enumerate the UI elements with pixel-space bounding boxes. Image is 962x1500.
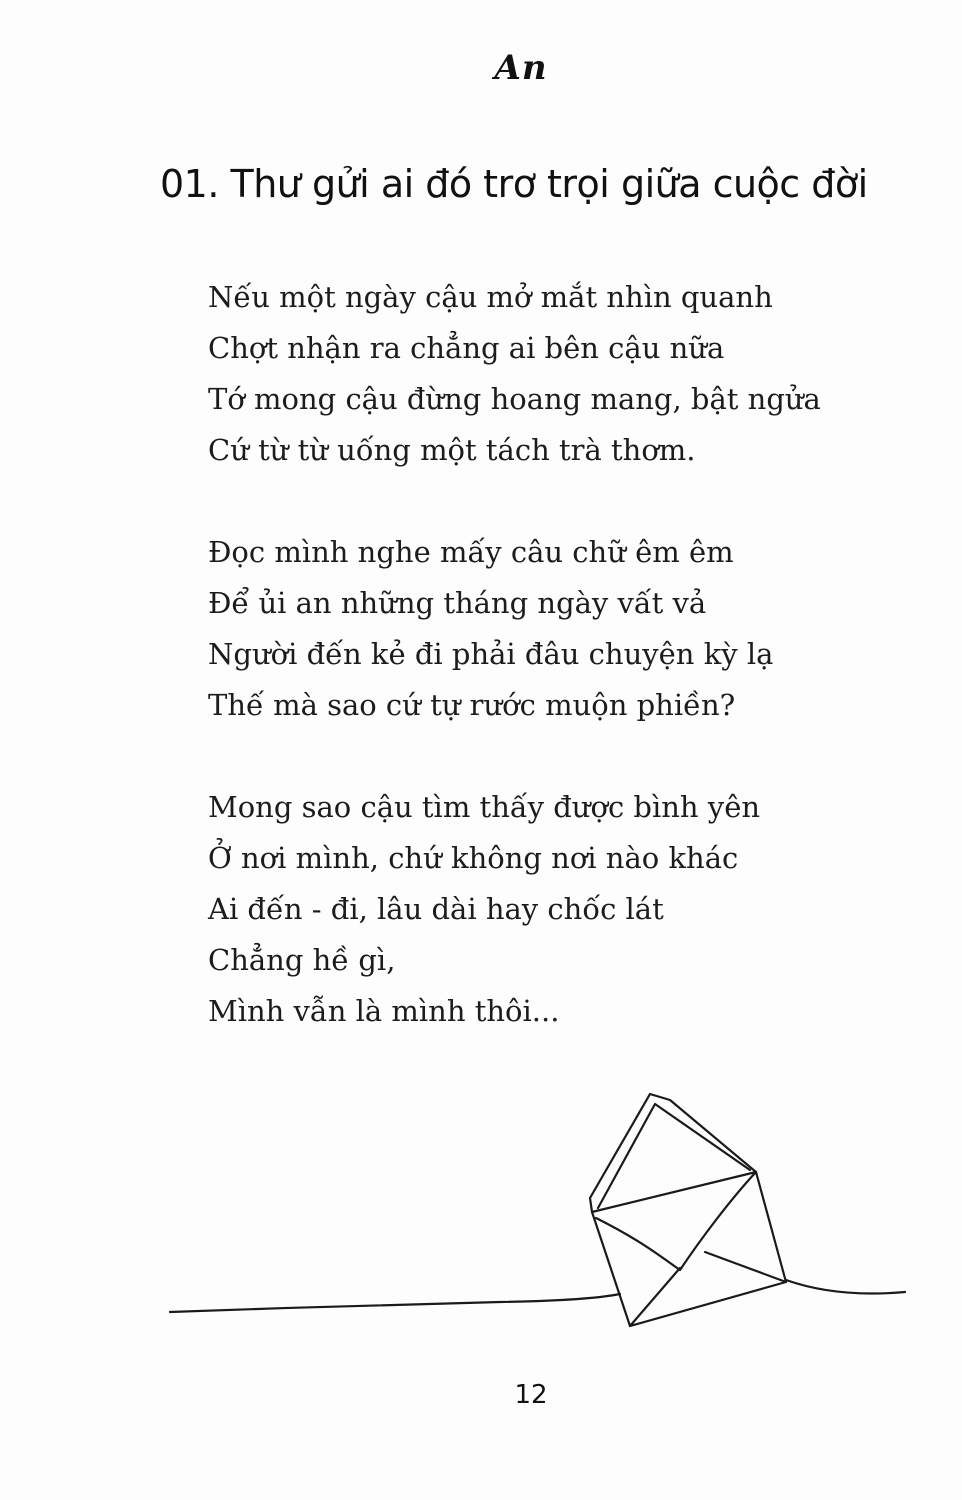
chapter-title: 01. Thư gửi ai đó trơ trọi giữa cuộc đời [160, 162, 868, 206]
envelope-body [592, 1172, 786, 1326]
poem-line: Chợt nhận ra chẳng ai bên cậu nữa [208, 331, 725, 365]
poem-line: Cứ từ từ uống một tách trà thơm. [208, 433, 696, 467]
envelope-fold [596, 1172, 756, 1270]
poem-line: Người đến kẻ đi phải đâu chuyện kỳ lạ [208, 637, 774, 671]
thread-line-right [786, 1280, 905, 1294]
envelope-fold-right [705, 1252, 786, 1282]
poem-line: Thế mà sao cứ tự rước muộn phiền? [208, 688, 736, 722]
poem-line: Chẳng hề gì, [208, 943, 396, 977]
poem-line: Mong sao cậu tìm thấy được bình yên [208, 790, 761, 824]
poem-line: Ở nơi mình, chứ không nơi nào khác [208, 841, 739, 875]
stanza-2 [208, 527, 908, 731]
poem-line: Nếu một ngày cậu mở mắt nhìn quanh [208, 280, 773, 314]
stanza-1 [208, 272, 908, 476]
poem [208, 272, 908, 1088]
poem-line: Tớ mong cậu đừng hoang mang, bật ngửa [208, 382, 821, 416]
running-header: An [494, 48, 548, 88]
envelope-icon [160, 1080, 920, 1340]
thread-line-path [170, 1294, 620, 1312]
stanza-3 [208, 782, 908, 1037]
poem-line: Để ủi an những tháng ngày vất vả [208, 586, 707, 620]
poem-line: Ai đến - đi, lâu dài hay chốc lát [208, 892, 664, 926]
poem-line: Mình vẫn là mình thôi... [208, 994, 560, 1028]
page-number: 12 [514, 1380, 548, 1410]
envelope-fold-left [630, 1268, 680, 1326]
poem-line: Đọc mình nghe mấy câu chữ êm êm [208, 535, 734, 569]
envelope-flap [590, 1094, 756, 1212]
